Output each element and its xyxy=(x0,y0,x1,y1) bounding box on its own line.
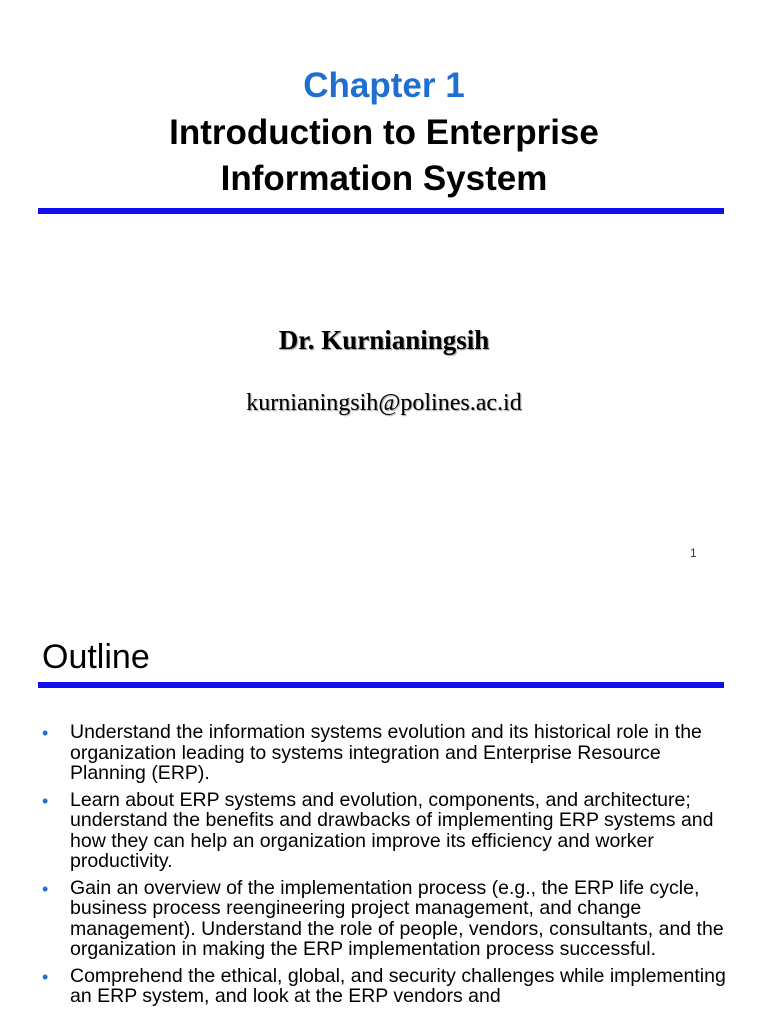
bullet-icon: • xyxy=(42,723,49,743)
list-item-text: Understand the information systems evolution and its historical role in the organization leading to systems integration and Enterprise Resource Planning (ERP). xyxy=(70,721,702,784)
list-item-text: Learn about ERP systems and evolution, components, and architecture; understand the benefits and drawbacks of implementing ERP systems and how they can help an organization improve its efficiency and worker productivity. xyxy=(70,788,714,872)
author-email: kurnianingsih@polines.ac.id xyxy=(246,390,522,416)
page-number: 1 xyxy=(690,546,697,560)
list-item xyxy=(40,966,730,1007)
outline-list xyxy=(40,722,730,1013)
outline-divider xyxy=(38,682,724,688)
slide-title-line2: Information System xyxy=(220,159,548,198)
bullet-icon: • xyxy=(42,790,49,811)
bullet-icon: • xyxy=(42,878,49,899)
list-item xyxy=(40,878,730,960)
author-name: Dr. Kurnianingsih xyxy=(278,325,490,355)
list-item xyxy=(40,790,730,872)
list-item-text: Gain an overview of the implementation process (e.g., the ERP life cycle, business process reengineering project management, and change management). Understand the role of people, vendors, consultants, and the organization in making the ERP implementation process successful. xyxy=(70,876,724,960)
title-divider xyxy=(38,208,724,214)
slide-title-line1: Introduction to Enterprise xyxy=(169,113,599,152)
chapter-label: Chapter 1 xyxy=(303,66,465,105)
bullet-icon: • xyxy=(42,966,49,987)
slide-title xyxy=(0,110,768,202)
outline-title: Outline xyxy=(42,638,150,676)
list-item xyxy=(40,722,730,784)
outline-slide xyxy=(0,600,768,1024)
list-item-text: Comprehend the ethical, global, and security challenges while implementing an ERP system, and look at the ERP vendors and xyxy=(70,964,726,1007)
